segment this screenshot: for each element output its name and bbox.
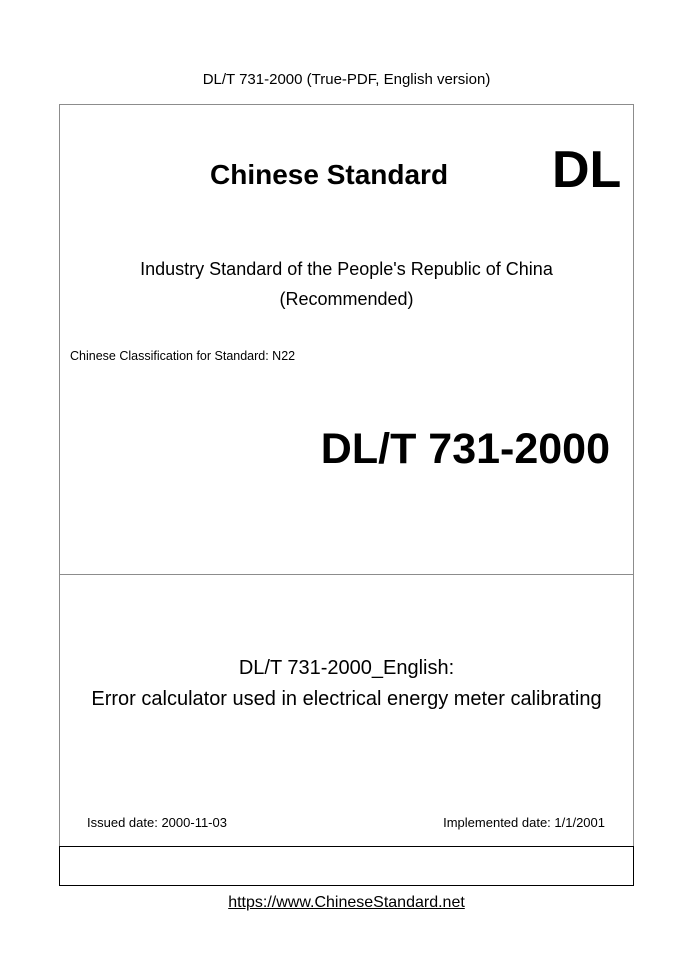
standard-title: Chinese Standard (210, 159, 449, 190)
cover-frame (59, 104, 634, 886)
dl-mark: DL (552, 141, 622, 199)
recommended-label: (Recommended) (279, 289, 414, 309)
implemented-date: Implemented date: 1/1/2001 (443, 815, 605, 830)
classification-label: Chinese Classification for Standard: N22 (70, 349, 296, 363)
issued-date: Issued date: 2000-11-03 (87, 815, 227, 830)
section-divider (59, 574, 634, 575)
page-header: DL/T 731-2000 (True-PDF, English version) (202, 71, 491, 88)
standard-number: DL/T 731-2000 (320, 425, 610, 473)
english-title-code: DL/T 731-2000_English: (238, 657, 455, 679)
english-title-name: Error calculator used in electrical energy meter calibrating (91, 688, 602, 710)
industry-standard-line: Industry Standard of the People's Republic of China (140, 259, 553, 279)
footer-box (59, 846, 634, 886)
footer (0, 892, 693, 914)
website-link[interactable]: https://www.ChineseStandard.net (228, 894, 465, 911)
